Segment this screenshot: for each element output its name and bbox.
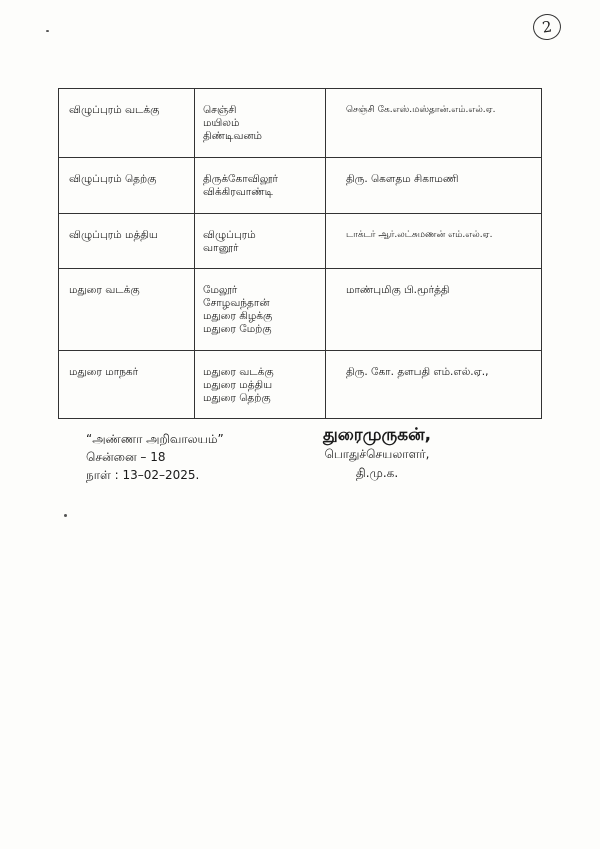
constituency-list (195, 351, 326, 419)
table-row (59, 269, 542, 351)
district-name: மதுரை வடக்கு (59, 269, 195, 351)
district-incharge-table (58, 88, 542, 419)
constituency-name: திருக்கோவிலூர் (203, 173, 278, 185)
constituency-name: மதுரை மத்திய (203, 379, 273, 391)
scan-speck (46, 30, 49, 32)
incharge-name: திரு. கோ. தளபதி எம்.எல்.ஏ., (326, 351, 542, 419)
incharge-name: மாண்புமிகு பி.மூர்த்தி (326, 269, 542, 351)
constituency-name: விக்கிரவாண்டி (203, 186, 273, 198)
district-name: விழுப்புரம் தெற்கு (59, 158, 195, 214)
page-number: 2 (531, 12, 562, 42)
constituency-name: மயிலம் (203, 117, 240, 129)
district-name: மதுரை மாநகர் (59, 351, 195, 419)
incharge-name: செஞ்சி கே.எஸ்.மஸ்தான்.எம்.எல்.ஏ. (326, 89, 542, 158)
table-row (59, 89, 542, 158)
constituency-name: மதுரை தெற்கு (203, 392, 271, 404)
table-row (59, 214, 542, 269)
address-city: சென்னை – 18 (86, 450, 166, 464)
signature-block (312, 426, 442, 483)
constituency-list (195, 89, 326, 158)
table-row (59, 158, 542, 214)
address-line: “அண்ணா அறிவாலயம்” (86, 432, 224, 446)
constituency-name: மதுரை கிழக்கு (203, 310, 273, 322)
incharge-name: திரு. கௌதம சிகாமணி (326, 158, 542, 214)
constituency-name: மேலூர் (203, 284, 238, 296)
constituency-list (195, 158, 326, 214)
constituency-name: வானூர் (203, 242, 239, 254)
document-date: நாள் : 13–02–2025. (86, 468, 200, 482)
table-row (59, 351, 542, 419)
office-address (86, 430, 224, 484)
signer-designation: பொதுச்செயலாளர், (324, 447, 430, 461)
constituency-name: மதுரை மேற்கு (203, 323, 272, 335)
district-name: விழுப்புரம் வடக்கு (59, 89, 195, 158)
constituency-name: மதுரை வடக்கு (203, 366, 274, 378)
constituency-list (195, 269, 326, 351)
constituency-name: சோழவந்தான் (203, 297, 270, 309)
district-name: விழுப்புரம் மத்திய (59, 214, 195, 269)
scan-speck (64, 514, 67, 517)
signer-party: தி.மு.க. (355, 466, 399, 480)
incharge-name: டாக்டர் ஆர்.லட்சுமணன் எம்.எல்.ஏ. (326, 214, 542, 269)
constituency-name: செஞ்சி (203, 104, 237, 116)
constituency-name: திண்டிவனம் (203, 130, 263, 142)
constituency-list (195, 214, 326, 269)
constituency-name: விழுப்புரம் (203, 229, 256, 241)
signer-name: துரைமுருகன், (322, 425, 432, 445)
